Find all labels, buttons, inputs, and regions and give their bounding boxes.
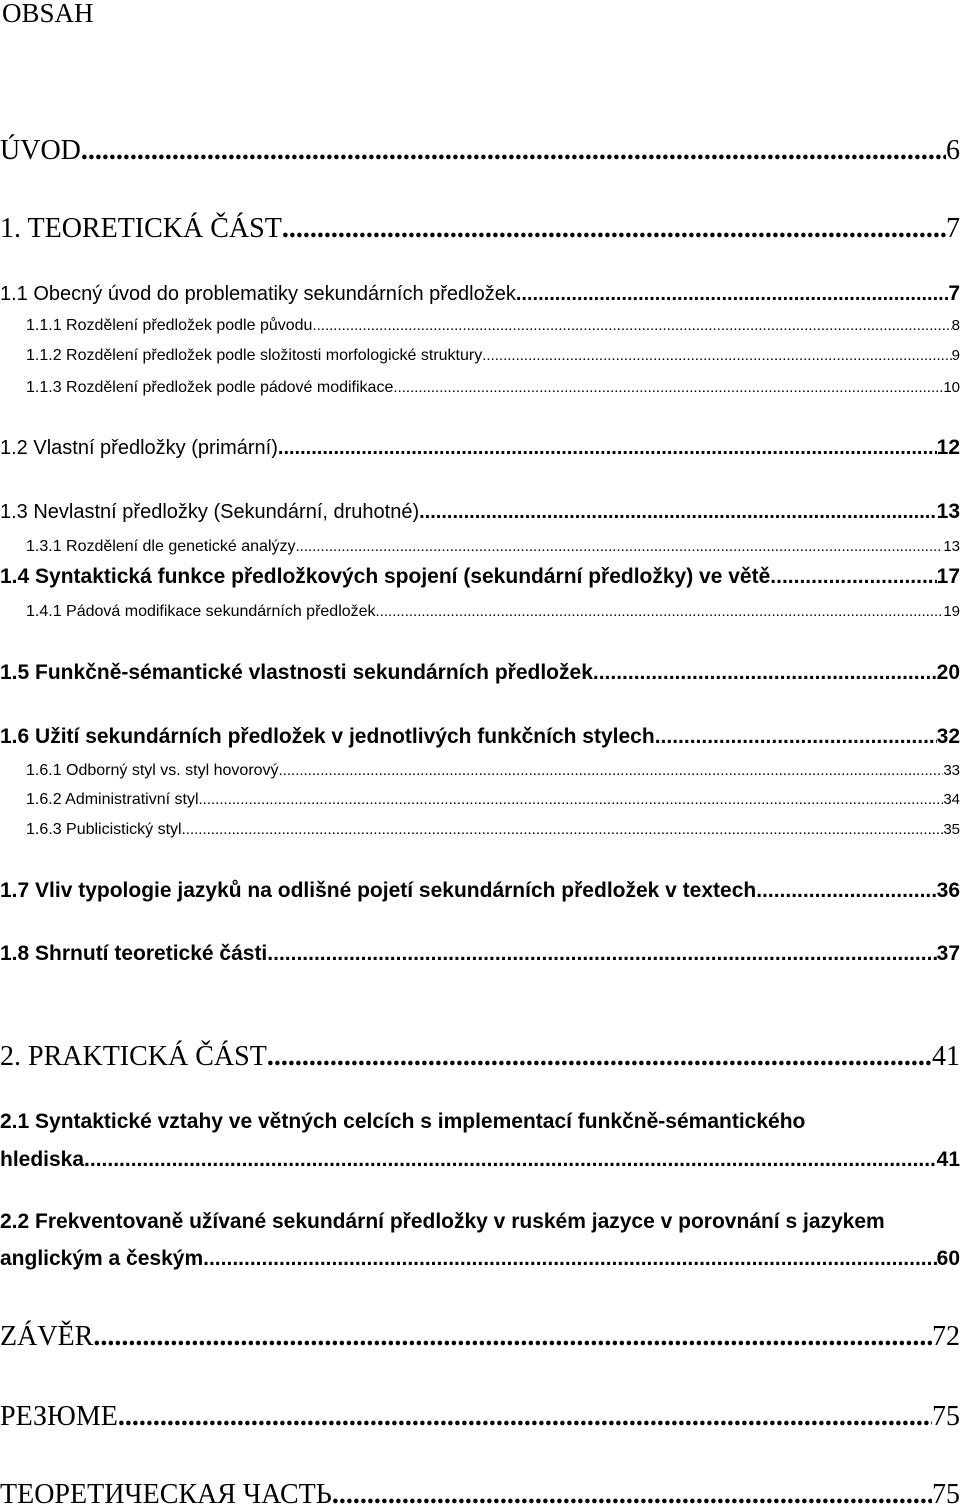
toc-entry-title: 1.1.3 Rozdělení předložek podle pádové modifikace	[26, 379, 394, 396]
toc-entry-2-2-line1[interactable]: 2.2 Frekventovaně užívané sekundární předložky v ruském jazyce v porovnání s jazykem	[0, 1210, 885, 1233]
toc-leader	[655, 723, 937, 751]
toc-entry-title: 1. TEORETICKÁ ČÁST	[0, 213, 282, 244]
toc-entry-page: 7	[946, 213, 960, 244]
toc-entry-title: 1.5 Funkčně-sémantické vlastnosti sekundárních předložek	[0, 661, 593, 684]
toc-entry-1-5[interactable]	[0, 659, 960, 687]
toc-entry-title: 1.4 Syntaktická funkce předložkových spojení (sekundární předložky) ve větě	[0, 565, 771, 588]
toc-entry-page: 75	[932, 1479, 960, 1510]
toc-entry-title: 1.6.2 Administrativní styl	[26, 791, 199, 808]
toc-entry-2-1-line1[interactable]: 2.1 Syntaktické vztahy ve větných celcích s implementací funkčně-sémantického	[0, 1110, 806, 1133]
toc-entry-title: ÚVOD	[0, 135, 81, 166]
toc-entry-1-3-1[interactable]	[0, 536, 960, 558]
toc-entry-1-4-1[interactable]	[0, 601, 960, 623]
toc-entry-title: 1.3 Nevlastní předložky (Sekundární, druhotné)	[0, 501, 420, 523]
toc-entry-1-7[interactable]	[0, 877, 960, 905]
toc-entry-1-6[interactable]	[0, 723, 960, 751]
toc-entry-title: 1.1.1 Rozdělení předložek podle původu	[26, 317, 313, 334]
toc-entry-page: 32	[936, 725, 960, 748]
toc-entry-rezyume[interactable]	[0, 1400, 960, 1434]
toc-entry-page: 9	[951, 347, 960, 364]
toc-entry-page: 75	[932, 1401, 960, 1432]
toc-entry-title: ТЕОРЕТИЧЕСКАЯ ЧАСТЬ	[0, 1479, 332, 1510]
toc-entry-title: hlediska	[0, 1148, 85, 1171]
toc-leader	[376, 601, 944, 623]
toc-leader	[332, 1478, 932, 1512]
toc-entry-title: РЕЗЮМЕ	[0, 1401, 118, 1432]
toc-entry-title: 1.1 Obecný úvod do problematiky sekundárních předložek	[0, 283, 516, 305]
toc-entry-title: 1.3.1 Rozdělení dle genetické analýzy	[26, 538, 296, 555]
toc-leader	[756, 877, 936, 905]
toc-entry-uvod[interactable]	[0, 134, 960, 168]
toc-leader	[93, 1320, 932, 1354]
toc-entry-page: 12	[936, 436, 960, 459]
toc-entry-1-6-2[interactable]	[0, 789, 960, 811]
toc-leader	[516, 281, 948, 307]
toc-entry-page: 7	[948, 282, 960, 305]
toc-leader	[84, 1146, 937, 1174]
page-title: OBSAH	[2, 0, 94, 28]
toc-leader	[182, 819, 944, 841]
toc-entry-page: 34	[943, 791, 960, 808]
toc-entry-title: 2. PRAKTICKÁ ČÁST	[0, 1041, 267, 1072]
toc-leader	[393, 377, 943, 399]
toc-entry-2-2[interactable]	[0, 1245, 960, 1273]
toc-leader	[118, 1400, 932, 1434]
toc-entry-prakticka-cast[interactable]	[0, 1040, 960, 1074]
toc-entry-page: 13	[936, 500, 960, 523]
toc-leader	[279, 760, 944, 782]
toc-entry-page: 37	[936, 942, 960, 965]
toc-leader	[296, 536, 944, 558]
toc-leader	[482, 345, 951, 367]
toc-entry-page: 41	[936, 1148, 960, 1171]
toc-leader	[267, 940, 936, 968]
toc-entry-2-1[interactable]	[0, 1146, 960, 1174]
toc-entry-title: 1.4.1 Pádová modifikace sekundárních předložek	[26, 603, 376, 620]
toc-entry-page: 13	[943, 538, 960, 555]
toc-entry-1-1-1[interactable]	[0, 315, 960, 337]
toc-entry-title: 1.6.1 Odborný styl vs. styl hovorový	[26, 762, 279, 779]
toc-entry-page: 10	[943, 379, 960, 396]
toc-entry-teoreticheskaya-chast[interactable]	[0, 1478, 960, 1512]
toc-entry-1-6-3[interactable]	[0, 819, 960, 841]
toc-leader	[278, 435, 937, 461]
toc-entry-page: 20	[936, 661, 960, 684]
toc-entry-title: 1.6 Užití sekundárních předložek v jednotlivých funkčních stylech	[0, 725, 655, 748]
toc-entry-page: 17	[936, 565, 960, 588]
toc-entry-1-3[interactable]	[0, 499, 960, 525]
toc-entry-zaver[interactable]	[0, 1320, 960, 1354]
toc-entry-title: ZÁVĚR	[0, 1321, 94, 1352]
toc-leader	[312, 315, 951, 337]
toc-entry-1-1[interactable]	[0, 281, 960, 307]
toc-entry-page: 41	[932, 1041, 960, 1072]
toc-entry-title: 1.7 Vliv typologie jazyků na odlišné pojetí sekundárních předložek v textech	[0, 879, 757, 902]
toc-entry-page: 60	[936, 1247, 960, 1270]
toc-entry-page: 36	[936, 879, 960, 902]
toc-leader	[282, 212, 946, 246]
toc-entry-page: 8	[951, 317, 960, 334]
toc-entry-page: 72	[932, 1321, 960, 1352]
toc-entry-teoreticka-cast[interactable]	[0, 212, 960, 246]
toc-leader	[593, 659, 937, 687]
toc-entry-page: 33	[943, 762, 960, 779]
toc-entry-1-4[interactable]	[0, 563, 960, 591]
toc-entry-1-1-2[interactable]	[0, 345, 960, 367]
toc-leader	[267, 1040, 932, 1074]
toc-entry-1-6-1[interactable]	[0, 760, 960, 782]
toc-entry-title: anglickým a českým	[0, 1247, 204, 1270]
toc-leader	[199, 789, 944, 811]
toc-leader	[81, 134, 946, 168]
toc-entry-page: 35	[943, 821, 960, 838]
toc-entry-title: 1.8 Shrnutí teoretické části	[0, 942, 268, 965]
toc-entry-1-8[interactable]	[0, 940, 960, 968]
toc-leader	[203, 1245, 937, 1273]
toc-entry-1-1-3[interactable]	[0, 377, 960, 399]
toc-entry-page: 19	[943, 603, 960, 620]
toc-entry-title: 1.6.3 Publicistický styl	[26, 821, 182, 838]
toc-entry-page: 6	[946, 135, 960, 166]
toc-entry-1-2[interactable]	[0, 435, 960, 461]
toc-leader	[419, 499, 937, 525]
toc-entry-title: 1.1.2 Rozdělení předložek podle složitosti morfologické struktury	[26, 347, 483, 364]
toc-leader	[770, 563, 936, 591]
toc-entry-title: 1.2 Vlastní předložky (primární)	[0, 437, 278, 459]
